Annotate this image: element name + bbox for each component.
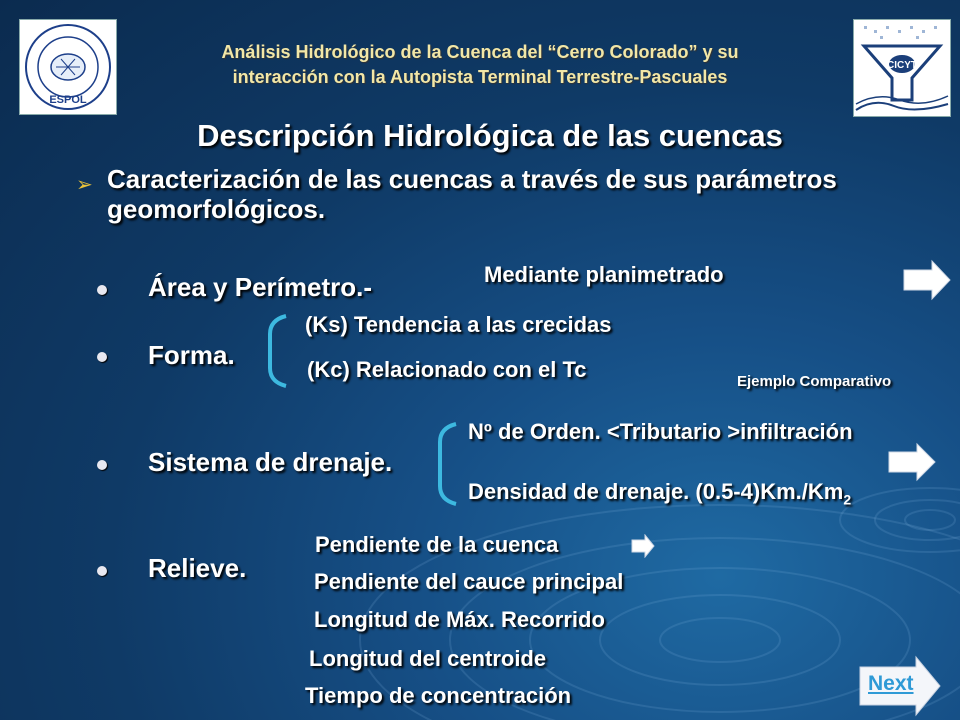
bullet-icon [97,460,107,470]
arrow-bullet-icon: ➢ [76,174,93,196]
relieve-note-pendiente-cuenca: Pendiente de la cuenca [315,532,559,557]
relieve-note-longitud-centroide: Longitud del centroide [309,646,547,671]
forma-bracket [262,312,292,390]
cicyt-logo [853,19,951,117]
relieve-note-pendiente-cauce: Pendiente del cauce principal [314,569,624,594]
relieve-note-longitud-max: Longitud de Máx. Recorrido [314,607,605,632]
espol-logo [19,19,117,115]
item-drenaje-label: Sistema de drenaje. [148,447,393,477]
slide-subtitle: Caracterización de las cuencas a través de sus parámetros geomorfológicos. [107,164,837,224]
item-relieve-label: Relieve. [148,553,247,583]
bullet-icon [97,352,107,362]
item-area-label: Área y Perímetro.- [148,272,372,302]
item-forma-label: Forma. [148,340,235,370]
item-forma-note-kc: (Kc) Relacionado con el Tc [307,357,587,382]
example-comparative-link[interactable]: Ejemplo Comparativo [737,373,892,390]
header-title-line2: interacción con la Autopista Terminal Terrestre-Pascuales [232,67,728,87]
bullet-icon [97,566,107,576]
item-drenaje-note-orden: Nº de Orden. <Tributario >infiltración [468,419,853,444]
svg-text:CICYT: CICYT [887,60,917,71]
bullet-icon [97,285,107,295]
pendiente-detail-arrow-icon[interactable] [630,534,656,558]
next-link[interactable]: Next [868,672,914,695]
svg-text:ESPOL: ESPOL [49,94,87,106]
drenaje-bracket [432,420,462,508]
densidad-text: Densidad de drenaje. (0.5-4)Km./Km [468,479,844,504]
header-title-line1: Análisis Hidrológico de la Cuenca del “Cerro Colorado” y su [221,42,739,62]
densidad-subscript: 2 [843,491,852,508]
area-detail-arrow-icon[interactable] [902,259,952,301]
slide-title: Descripción Hidrológica de las cuencas [197,118,783,153]
item-area-note: Mediante planimetrado [484,262,724,287]
presentation-header-title [120,40,840,90]
relieve-note-tiempo-concentracion: Tiempo de concentración [305,683,572,708]
item-forma-note-ks: (Ks) Tendencia a las crecidas [305,312,612,337]
drenaje-detail-arrow-icon[interactable] [887,442,937,482]
item-drenaje-note-densidad [468,479,851,507]
